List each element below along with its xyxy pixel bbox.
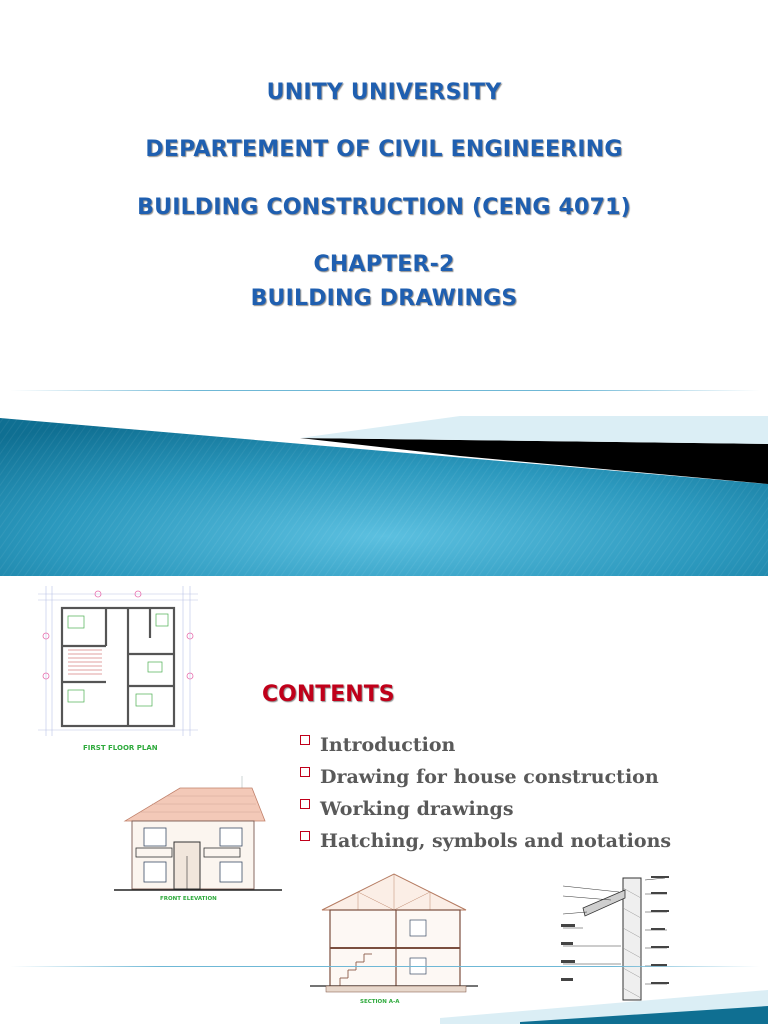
elevation-caption: FRONT ELEVATION <box>160 896 217 902</box>
contents-item <box>300 798 671 830</box>
contents-item-label: Introduction <box>320 734 456 756</box>
contents-item <box>300 734 671 766</box>
contents-item-label: Working drawings <box>320 798 514 820</box>
section-caption: SECTION A-A <box>360 999 400 1005</box>
slide-decoration <box>0 380 768 576</box>
floor-plan-drawing <box>38 586 198 751</box>
contents-item <box>300 830 671 862</box>
bullet-icon <box>300 767 310 777</box>
slide-bottom-decoration <box>0 956 768 1024</box>
divider-line <box>10 390 760 391</box>
course-title: BUILDING CONSTRUCTION (CENG 4071) <box>137 195 631 220</box>
university-name: UNITY UNIVERSITY <box>266 80 502 105</box>
department-name: DEPARTEMENT OF CIVIL ENGINEERING <box>145 137 623 162</box>
contents-item-label: Drawing for house construction <box>320 766 659 788</box>
contents-slide <box>0 576 768 1024</box>
contents-item-label: Hatching, symbols and notations <box>320 830 672 852</box>
bullet-icon <box>300 799 310 809</box>
bottom-divider-line <box>10 966 760 967</box>
contents-list <box>300 734 671 862</box>
chapter-number: CHAPTER-2 <box>313 252 455 277</box>
contents-item <box>300 766 671 798</box>
floor-plan-caption: FIRST FLOOR PLAN <box>83 744 158 751</box>
bullet-icon <box>300 831 310 841</box>
bullet-icon <box>300 735 310 745</box>
contents-heading: CONTENTS <box>262 682 395 707</box>
front-elevation-drawing <box>100 776 290 906</box>
chapter-title: BUILDING DRAWINGS <box>250 286 518 311</box>
